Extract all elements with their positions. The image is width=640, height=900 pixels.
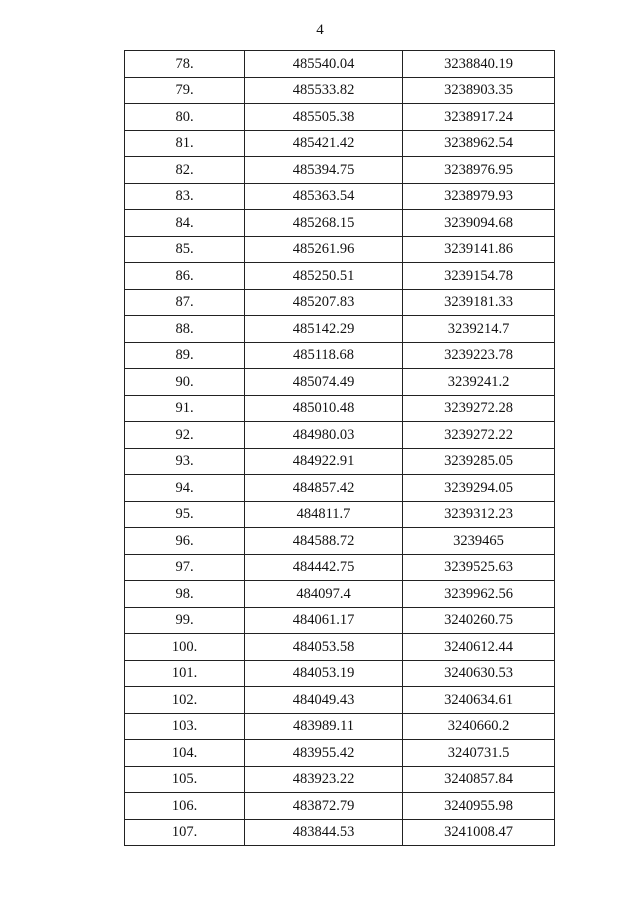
point-number-cell: 90.: [125, 369, 245, 396]
x-coordinate-cell: 484442.75: [245, 554, 403, 581]
x-coordinate-cell: 483955.42: [245, 740, 403, 767]
x-coordinate-cell: 483844.53: [245, 819, 403, 846]
y-coordinate-cell: 3239465: [403, 528, 555, 555]
y-coordinate-cell: 3239214.7: [403, 316, 555, 343]
point-number-cell: 87.: [125, 289, 245, 316]
page-number: 4: [316, 22, 324, 38]
point-number-cell: 91.: [125, 395, 245, 422]
point-number-cell: 95.: [125, 501, 245, 528]
y-coordinate-cell: 3240660.2: [403, 713, 555, 740]
table-row: [125, 607, 555, 634]
x-coordinate-cell: 484857.42: [245, 475, 403, 502]
x-coordinate-cell: 484588.72: [245, 528, 403, 555]
x-coordinate-cell: 484061.17: [245, 607, 403, 634]
coordinates-table-body: [125, 51, 555, 846]
y-coordinate-cell: 3240857.84: [403, 766, 555, 793]
y-coordinate-cell: 3239272.28: [403, 395, 555, 422]
x-coordinate-cell: 484097.4: [245, 581, 403, 608]
y-coordinate-cell: 3240260.75: [403, 607, 555, 634]
y-coordinate-cell: 3240955.98: [403, 793, 555, 820]
point-number-cell: 85.: [125, 236, 245, 263]
table-row: [125, 422, 555, 449]
point-number-cell: 80.: [125, 104, 245, 131]
table-row: [125, 819, 555, 846]
y-coordinate-cell: 3239285.05: [403, 448, 555, 475]
coordinates-table: [124, 50, 555, 846]
x-coordinate-cell: 485421.42: [245, 130, 403, 157]
x-coordinate-cell: 484049.43: [245, 687, 403, 714]
x-coordinate-cell: 485363.54: [245, 183, 403, 210]
y-coordinate-cell: 3240634.61: [403, 687, 555, 714]
y-coordinate-cell: 3239962.56: [403, 581, 555, 608]
table-row: [125, 660, 555, 687]
x-coordinate-cell: 485540.04: [245, 51, 403, 78]
y-coordinate-cell: 3239294.05: [403, 475, 555, 502]
table-row: [125, 104, 555, 131]
y-coordinate-cell: 3239312.23: [403, 501, 555, 528]
point-number-cell: 102.: [125, 687, 245, 714]
y-coordinate-cell: 3238917.24: [403, 104, 555, 131]
x-coordinate-cell: 485142.29: [245, 316, 403, 343]
table-row: [125, 554, 555, 581]
table-row: [125, 342, 555, 369]
table-row: [125, 157, 555, 184]
point-number-cell: 84.: [125, 210, 245, 237]
point-number-cell: 96.: [125, 528, 245, 555]
point-number-cell: 100.: [125, 634, 245, 661]
table-row: [125, 77, 555, 104]
x-coordinate-cell: 485533.82: [245, 77, 403, 104]
y-coordinate-cell: 3238962.54: [403, 130, 555, 157]
y-coordinate-cell: 3238840.19: [403, 51, 555, 78]
y-coordinate-cell: 3239241.2: [403, 369, 555, 396]
point-number-cell: 103.: [125, 713, 245, 740]
y-coordinate-cell: 3238979.93: [403, 183, 555, 210]
table-row: [125, 634, 555, 661]
x-coordinate-cell: 485268.15: [245, 210, 403, 237]
x-coordinate-cell: 484811.7: [245, 501, 403, 528]
y-coordinate-cell: 3240612.44: [403, 634, 555, 661]
table-row: [125, 687, 555, 714]
point-number-cell: 101.: [125, 660, 245, 687]
x-coordinate-cell: 485207.83: [245, 289, 403, 316]
point-number-cell: 94.: [125, 475, 245, 502]
point-number-cell: 78.: [125, 51, 245, 78]
point-number-cell: 81.: [125, 130, 245, 157]
table-row: [125, 236, 555, 263]
table-row: [125, 183, 555, 210]
table-row: [125, 210, 555, 237]
point-number-cell: 105.: [125, 766, 245, 793]
y-coordinate-cell: 3239141.86: [403, 236, 555, 263]
y-coordinate-cell: 3240630.53: [403, 660, 555, 687]
x-coordinate-cell: 485261.96: [245, 236, 403, 263]
table-row: [125, 395, 555, 422]
table-row: [125, 289, 555, 316]
x-coordinate-cell: 485394.75: [245, 157, 403, 184]
x-coordinate-cell: 485505.38: [245, 104, 403, 131]
point-number-cell: 99.: [125, 607, 245, 634]
table-row: [125, 130, 555, 157]
table-row: [125, 448, 555, 475]
y-coordinate-cell: 3239154.78: [403, 263, 555, 290]
y-coordinate-cell: 3241008.47: [403, 819, 555, 846]
y-coordinate-cell: 3239223.78: [403, 342, 555, 369]
x-coordinate-cell: 483989.11: [245, 713, 403, 740]
y-coordinate-cell: 3239094.68: [403, 210, 555, 237]
table-row: [125, 740, 555, 767]
table-row: [125, 766, 555, 793]
y-coordinate-cell: 3238976.95: [403, 157, 555, 184]
point-number-cell: 86.: [125, 263, 245, 290]
point-number-cell: 107.: [125, 819, 245, 846]
table-row: [125, 369, 555, 396]
x-coordinate-cell: 485010.48: [245, 395, 403, 422]
point-number-cell: 106.: [125, 793, 245, 820]
y-coordinate-cell: 3238903.35: [403, 77, 555, 104]
x-coordinate-cell: 485074.49: [245, 369, 403, 396]
table-row: [125, 713, 555, 740]
x-coordinate-cell: 484053.19: [245, 660, 403, 687]
point-number-cell: 97.: [125, 554, 245, 581]
table-row: [125, 263, 555, 290]
x-coordinate-cell: 485118.68: [245, 342, 403, 369]
y-coordinate-cell: 3239181.33: [403, 289, 555, 316]
table-row: [125, 316, 555, 343]
table-row: [125, 51, 555, 78]
point-number-cell: 83.: [125, 183, 245, 210]
point-number-cell: 104.: [125, 740, 245, 767]
point-number-cell: 93.: [125, 448, 245, 475]
x-coordinate-cell: 484922.91: [245, 448, 403, 475]
point-number-cell: 98.: [125, 581, 245, 608]
y-coordinate-cell: 3240731.5: [403, 740, 555, 767]
table-row: [125, 475, 555, 502]
x-coordinate-cell: 484980.03: [245, 422, 403, 449]
table-row: [125, 581, 555, 608]
point-number-cell: 79.: [125, 77, 245, 104]
x-coordinate-cell: 483923.22: [245, 766, 403, 793]
point-number-cell: 88.: [125, 316, 245, 343]
x-coordinate-cell: 485250.51: [245, 263, 403, 290]
table-row: [125, 793, 555, 820]
point-number-cell: 92.: [125, 422, 245, 449]
x-coordinate-cell: 483872.79: [245, 793, 403, 820]
x-coordinate-cell: 484053.58: [245, 634, 403, 661]
y-coordinate-cell: 3239525.63: [403, 554, 555, 581]
point-number-cell: 89.: [125, 342, 245, 369]
table-row: [125, 528, 555, 555]
y-coordinate-cell: 3239272.22: [403, 422, 555, 449]
table-row: [125, 501, 555, 528]
point-number-cell: 82.: [125, 157, 245, 184]
